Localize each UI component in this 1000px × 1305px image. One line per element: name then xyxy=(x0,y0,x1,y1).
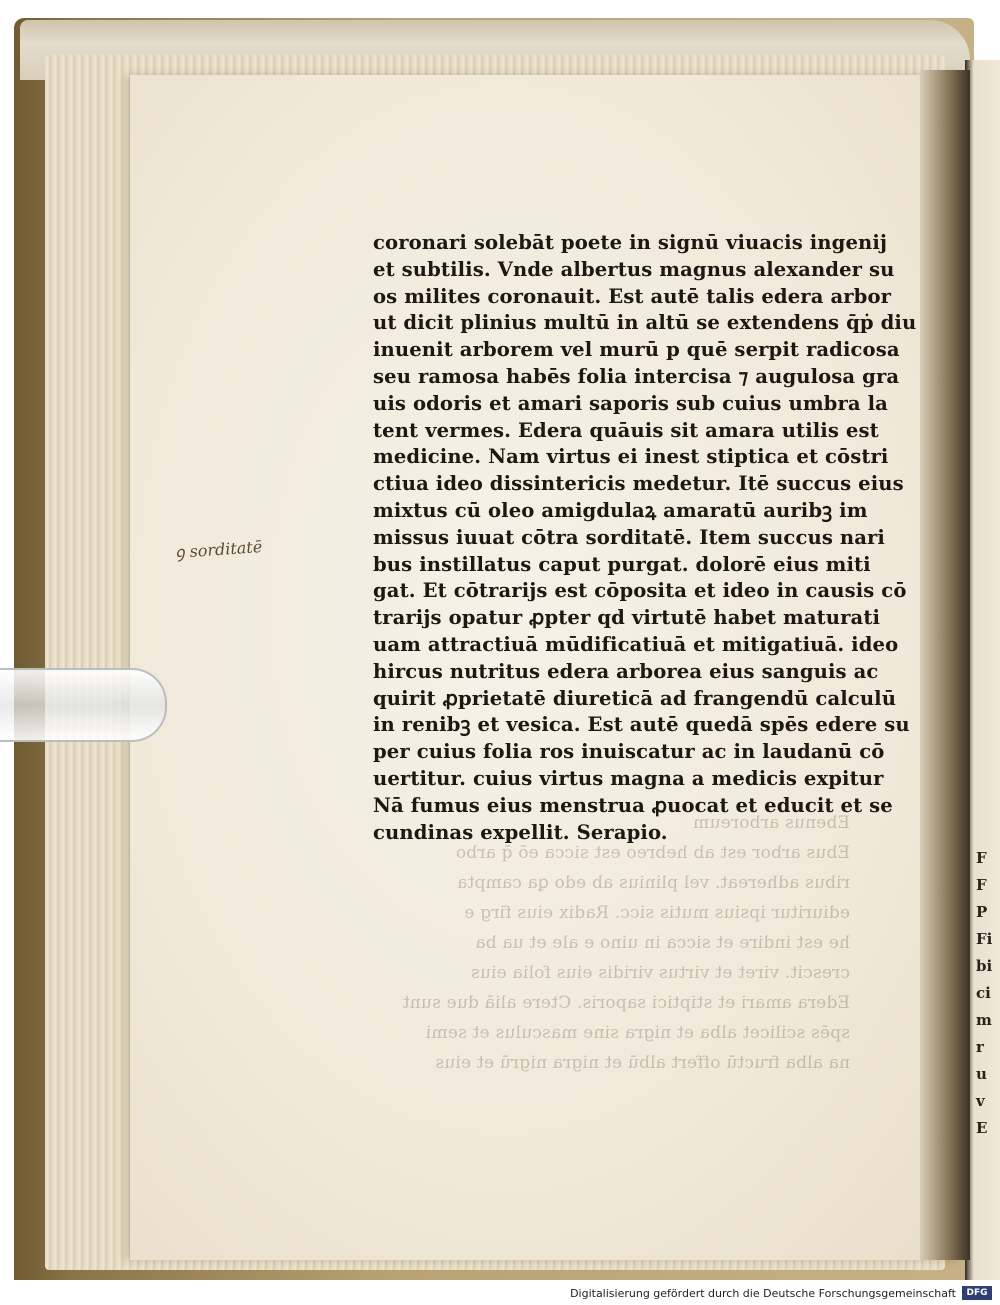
facing-page-text xyxy=(976,845,998,1142)
show-through-line: crescit. viret et virtus viridis eius folia eius xyxy=(470,963,850,983)
text-line: quirit ꝓprietatē diureticā ad frangendū calculū xyxy=(373,686,897,710)
facing-page-letter: P xyxy=(976,903,988,921)
text-line: mixtus cū oleo amigdulaꝝ amaratū auribꝫ im xyxy=(373,498,868,522)
page-gutter xyxy=(920,70,970,1260)
footer-bar xyxy=(0,1280,1000,1305)
handwritten-marginal-note: ꝯ sorditatē xyxy=(174,536,263,563)
show-through-line: Ebus arbor est ab hebreo est sicca eō q̄ arbo xyxy=(455,843,850,863)
text-line: uam attractiuā mūdificatiuā et mitigatiuā. ideo xyxy=(373,632,899,656)
facing-page-letter: v xyxy=(976,1092,985,1110)
text-line: bus instillatus caput purgat. dolorē eius miti xyxy=(373,552,871,576)
show-through-line: spēs scilicet alba et nigra sine masculus et semi xyxy=(425,1023,850,1043)
text-line: Nā fumus eius menstrua ꝓuocat et educit et se xyxy=(373,793,893,817)
text-line: ctiua ideo dissintericis medetur. Itē succus eius xyxy=(373,472,904,496)
facing-page-letter: bi xyxy=(976,957,993,975)
text-line: in renibꝫ et vesica. Est autē quedā spēs edere su xyxy=(373,713,910,737)
show-through-line: na alba fructū offert albū et nigra nigrū et eius xyxy=(435,1053,850,1073)
text-line: ut dicit plinius multū in altū se extendens q̄ṗ diu xyxy=(373,311,917,335)
text-line: medicine. Nam virtus ei inest stiptica et cōstri xyxy=(373,445,889,469)
text-line: et subtilis. Vnde albertus magnus alexander su xyxy=(373,257,895,281)
facing-page-letter: Fi xyxy=(976,930,993,948)
dfg-logo: DFG xyxy=(962,1286,992,1300)
text-line: per cuius folia ros inuiscatur ac in laudanū cō xyxy=(373,740,885,764)
text-line: uertitur. cuius virtus magna a medicis expitur xyxy=(373,766,884,790)
show-through-line: ediuritur ipsius mutis sicc. Radix eius firg e xyxy=(464,903,850,923)
show-through-line: he est indire et sicca in uino e ale et ua ba xyxy=(475,933,850,953)
text-line: os milites coronauit. Est autē talis edera arbor xyxy=(373,284,892,308)
facing-page-letter: ci xyxy=(976,984,991,1002)
text-line: gat. Et cōtrarijs est cōposita et ideo in causis cō xyxy=(373,579,907,603)
funding-credit: Digitalisierung gefördert durch die Deutsche Forschungsgemeinschaft xyxy=(570,1287,956,1300)
facing-page-letter: u xyxy=(976,1065,987,1083)
facing-page-letter: F xyxy=(976,876,987,894)
show-through-line: Edera amari et stiptici saporis. Ctere aliā due sunt xyxy=(402,993,850,1013)
text-line: inuenit arborem vel murū p quē serpit radicosa xyxy=(373,338,900,362)
text-line: tent vermes. Edera quāuis sit amara utilis est xyxy=(373,418,879,442)
text-line: trarijs opatur ꝓpter qd virtutē habet maturati xyxy=(373,606,881,630)
text-line: seu ramosa habēs folia intercisa ⁊ augulosa gra xyxy=(373,364,900,388)
show-through-line: ribus adhereat. vel plinius ab edo ꝗa campta xyxy=(457,873,850,893)
show-through-text xyxy=(380,808,850,1078)
text-line: missus iuuat cōtra sorditatē. Item succus nari xyxy=(373,525,885,549)
text-line: hircus nutritus edera arborea eius sanguis ac xyxy=(373,659,879,683)
show-through-line: Ebenus arboreum xyxy=(692,813,850,833)
text-line: cundinas expellit. Serapio. xyxy=(373,820,668,844)
text-line: uis odoris et amari saporis sub cuius umbra la xyxy=(373,391,888,415)
facing-page-letter: r xyxy=(976,1038,984,1056)
text-line: coronari solebāt poete in signū viuacis ingenij xyxy=(373,231,888,254)
facing-page-letter: m xyxy=(976,1011,992,1029)
facing-page-letter: F xyxy=(976,849,987,867)
printed-text-block xyxy=(373,230,917,846)
plastic-page-clip xyxy=(0,668,167,742)
facing-page-letter: E xyxy=(976,1119,988,1137)
